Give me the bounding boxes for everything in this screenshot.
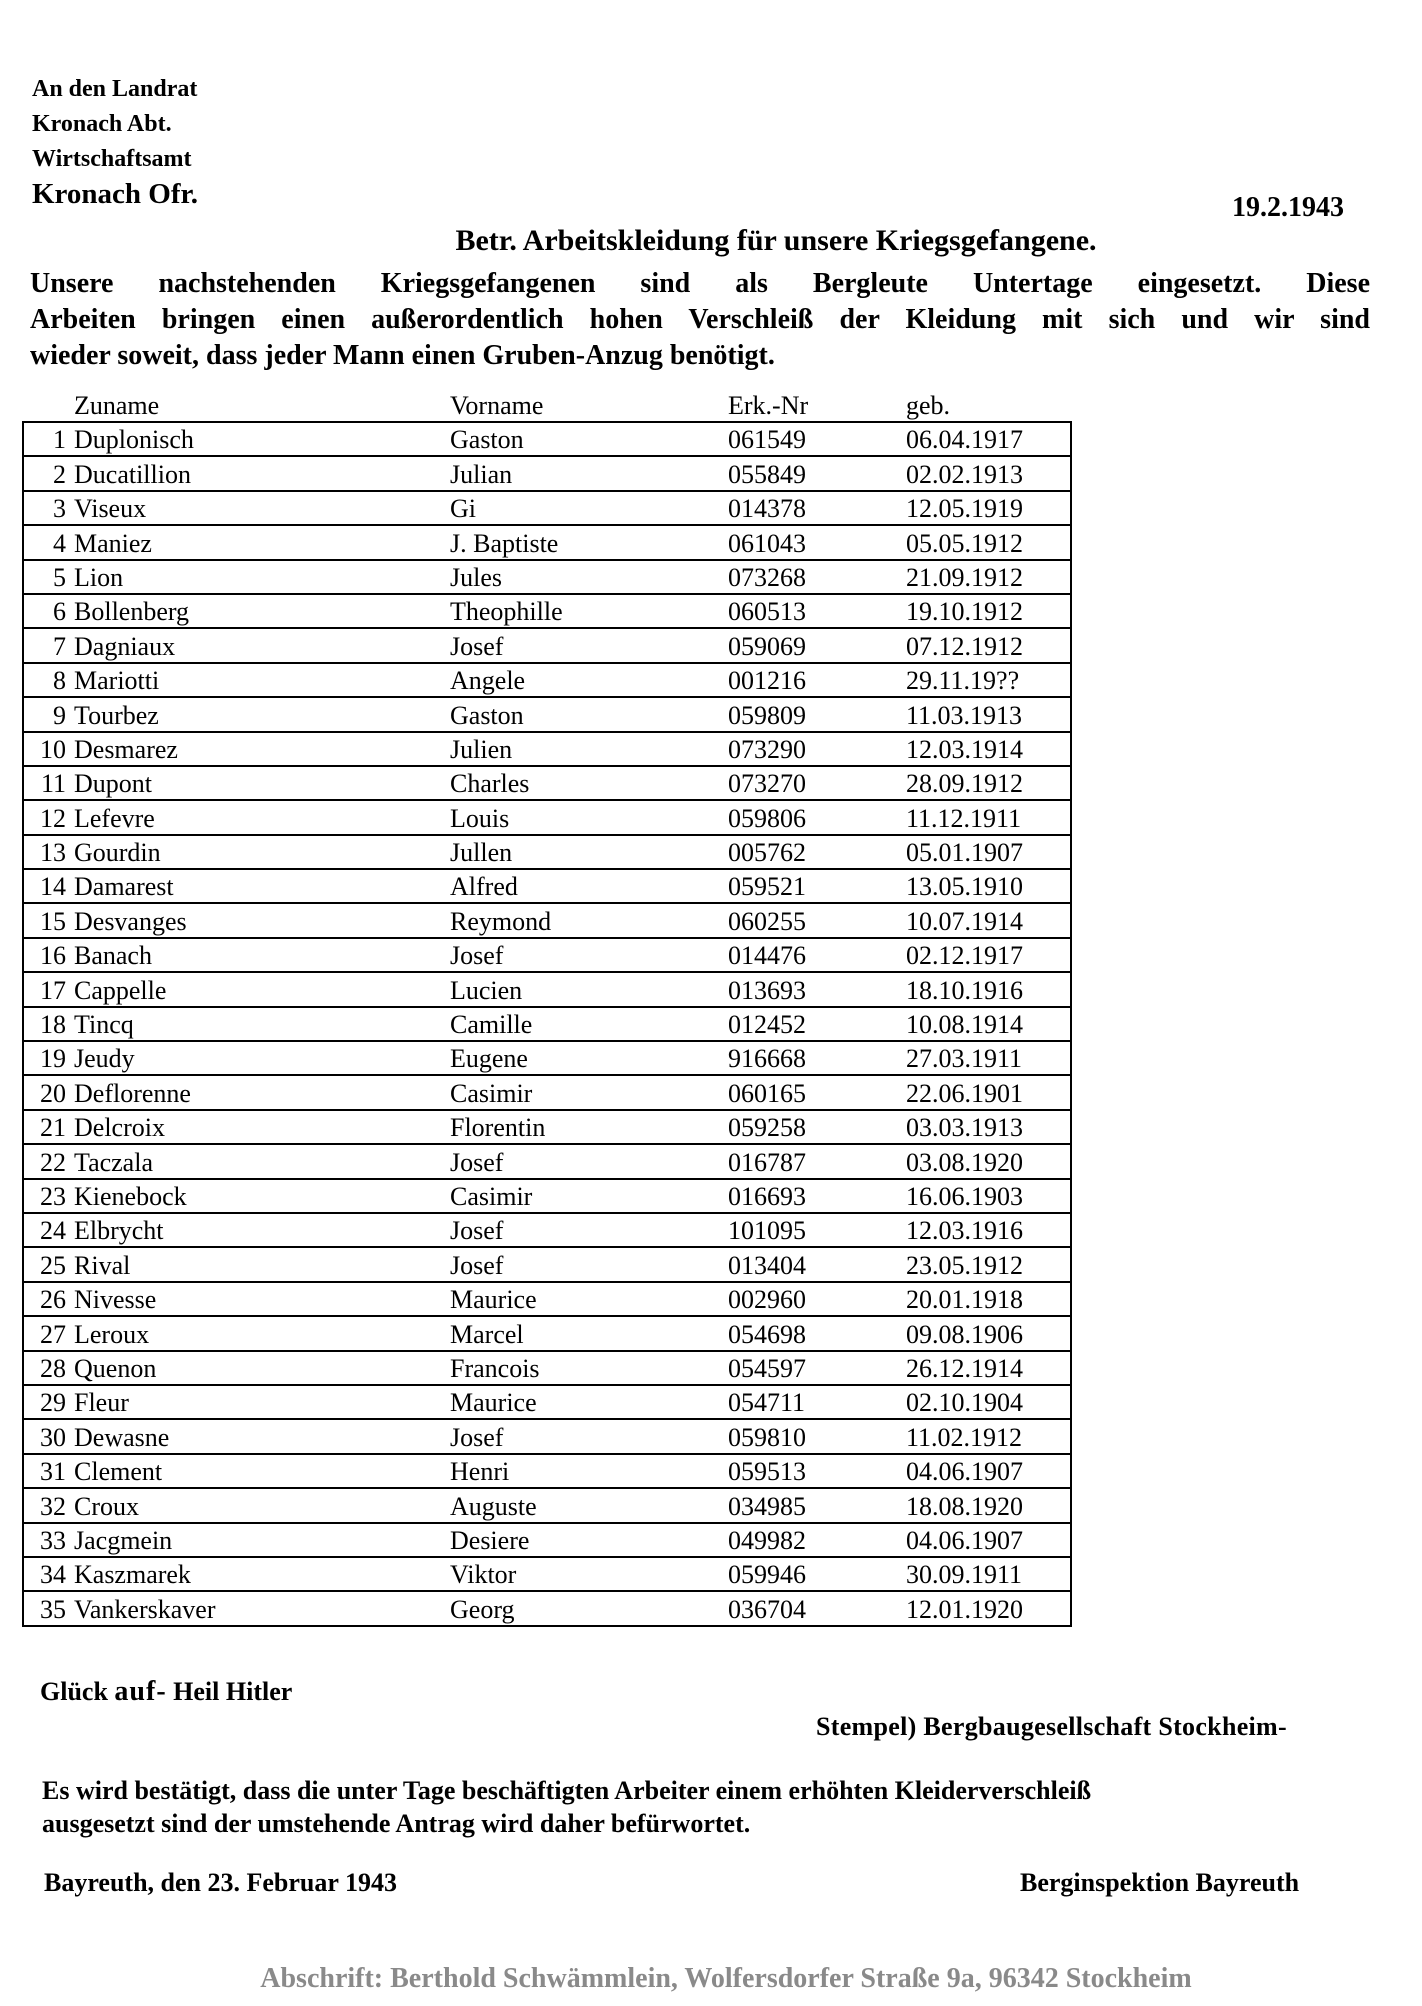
cell-vorname: Alfred: [450, 869, 728, 903]
company-stamp: Stempel) Bergbaugesellschaft Stockheim-: [816, 1712, 1287, 1741]
row-number: 32: [23, 1488, 74, 1522]
cell-erk-nr: 002960: [728, 1282, 906, 1316]
table-row: [23, 1282, 1071, 1316]
cell-zuname: Mariotti: [74, 663, 450, 697]
table-row: [23, 869, 1071, 903]
cell-vorname: Gi: [450, 491, 728, 525]
cell-vorname: Gaston: [450, 422, 728, 456]
cell-zuname: Tincq: [74, 1007, 450, 1041]
table-row: [23, 1075, 1071, 1109]
cell-vorname: Theophille: [450, 594, 728, 628]
table-row: [23, 560, 1071, 594]
cell-erk-nr: 013404: [728, 1247, 906, 1281]
cell-zuname: Croux: [74, 1488, 450, 1522]
cell-zuname: Leroux: [74, 1316, 450, 1350]
cell-zuname: Rival: [74, 1247, 450, 1281]
inspection-signature: Berginspektion Bayreuth: [1020, 1868, 1300, 1897]
cell-zuname: Quenon: [74, 1351, 450, 1385]
cell-geb: 02.12.1917: [906, 938, 1071, 972]
table-row: [23, 903, 1071, 937]
cell-zuname: Deflorenne: [74, 1075, 450, 1109]
row-number: 28: [23, 1351, 74, 1385]
header-geb: geb.: [906, 391, 951, 420]
row-number: 35: [23, 1591, 74, 1625]
table-row: [23, 422, 1071, 456]
cell-erk-nr: 059521: [728, 869, 906, 903]
cell-zuname: Cappelle: [74, 972, 450, 1006]
row-number: 16: [23, 938, 74, 972]
greeting: [40, 1676, 292, 1708]
row-number: 20: [23, 1075, 74, 1109]
cell-erk-nr: 101095: [728, 1213, 906, 1247]
greeting-post: Heil Hitler: [173, 1677, 293, 1706]
row-number: 22: [23, 1144, 74, 1178]
table-row: [23, 1419, 1071, 1453]
cell-zuname: Ducatillion: [74, 456, 450, 490]
row-number: 15: [23, 903, 74, 937]
cell-erk-nr: 012452: [728, 1007, 906, 1041]
cell-zuname: Duplonisch: [74, 422, 450, 456]
table-row: [23, 766, 1071, 800]
cell-vorname: Louis: [450, 800, 728, 834]
cell-erk-nr: 059809: [728, 697, 906, 731]
cell-geb: 09.08.1906: [906, 1316, 1071, 1350]
row-number: 18: [23, 1007, 74, 1041]
cell-erk-nr: 016693: [728, 1179, 906, 1213]
cell-erk-nr: 055849: [728, 456, 906, 490]
cell-erk-nr: 054597: [728, 1351, 906, 1385]
table-row: [23, 1041, 1071, 1075]
cell-geb: 16.06.1903: [906, 1179, 1071, 1213]
cell-vorname: Josef: [450, 1213, 728, 1247]
table-row: [23, 1247, 1071, 1281]
cell-vorname: Josef: [450, 1247, 728, 1281]
row-number: 21: [23, 1110, 74, 1144]
cell-vorname: J. Baptiste: [450, 525, 728, 559]
cell-zuname: Elbrycht: [74, 1213, 450, 1247]
cell-geb: 12.03.1914: [906, 732, 1071, 766]
cell-zuname: Fleur: [74, 1385, 450, 1419]
cell-erk-nr: 001216: [728, 663, 906, 697]
cell-zuname: Dupont: [74, 766, 450, 800]
cell-zuname: Viseux: [74, 491, 450, 525]
cell-geb: 22.06.1901: [906, 1075, 1071, 1109]
cell-geb: 18.08.1920: [906, 1488, 1071, 1522]
table-row: [23, 1523, 1071, 1557]
cell-vorname: Maurice: [450, 1385, 728, 1419]
row-number: 3: [23, 491, 74, 525]
subject-line: Betr. Arbeitskleidung für unsere Kriegsgefangene.: [455, 224, 1097, 257]
confirmation-paragraph: [42, 1774, 1322, 1840]
cell-vorname: Georg: [450, 1591, 728, 1625]
cell-geb: 05.05.1912: [906, 525, 1071, 559]
table-row: [23, 456, 1071, 490]
cell-erk-nr: 036704: [728, 1591, 906, 1625]
row-number: 29: [23, 1385, 74, 1419]
cell-zuname: Kienebock: [74, 1179, 450, 1213]
cell-zuname: Delcroix: [74, 1110, 450, 1144]
table-row: [23, 1385, 1071, 1419]
cell-zuname: Nivesse: [74, 1282, 450, 1316]
cell-vorname: Eugene: [450, 1041, 728, 1075]
table-row: [23, 1179, 1071, 1213]
cell-geb: 28.09.1912: [906, 766, 1071, 800]
cell-vorname: Reymond: [450, 903, 728, 937]
confirmation-line: Es wird bestätigt, dass die unter Tage beschäftigten Arbeiter einem erhöhten Kleiderverschleiß: [42, 1776, 1092, 1805]
cell-zuname: Maniez: [74, 525, 450, 559]
table-row: [23, 835, 1071, 869]
cell-geb: 18.10.1916: [906, 972, 1071, 1006]
table-row: [23, 1316, 1071, 1350]
prisoner-table: [22, 388, 1072, 1627]
cell-geb: 13.05.1910: [906, 869, 1071, 903]
cell-erk-nr: 060255: [728, 903, 906, 937]
row-number: 8: [23, 663, 74, 697]
cell-geb: 21.09.1912: [906, 560, 1071, 594]
table-row: [23, 663, 1071, 697]
header-vorname: Vorname: [450, 391, 544, 420]
table-row: [23, 1557, 1071, 1591]
cell-vorname: Jullen: [450, 835, 728, 869]
cell-vorname: Casimir: [450, 1179, 728, 1213]
cell-geb: 06.04.1917: [906, 422, 1071, 456]
row-number: 2: [23, 456, 74, 490]
cell-zuname: Taczala: [74, 1144, 450, 1178]
cell-erk-nr: 059513: [728, 1454, 906, 1488]
header-erk: Erk.-Nr: [728, 391, 809, 420]
cell-zuname: Tourbez: [74, 697, 450, 731]
intro-line: Unsere nachstehenden Kriegsgefangenen sind als Bergleute Untertage eingesetzt. Diese: [30, 268, 1370, 299]
copy-note: Abschrift: Berthold Schwämmlein, Wolfersdorfer Straße 9a, 96342 Stockheim: [260, 1963, 1192, 1994]
cell-vorname: Florentin: [450, 1110, 728, 1144]
cell-vorname: Casimir: [450, 1075, 728, 1109]
row-number: 4: [23, 525, 74, 559]
recipient-address: [32, 72, 198, 212]
cell-zuname: Lefevre: [74, 800, 450, 834]
table-row: [23, 1454, 1071, 1488]
row-number: 7: [23, 628, 74, 662]
address-line: An den Landrat: [32, 76, 198, 102]
cell-erk-nr: 059810: [728, 1419, 906, 1453]
cell-vorname: Josef: [450, 938, 728, 972]
cell-geb: 02.02.1913: [906, 456, 1071, 490]
cell-vorname: Desiere: [450, 1523, 728, 1557]
cell-vorname: Jules: [450, 560, 728, 594]
cell-vorname: Camille: [450, 1007, 728, 1041]
cell-vorname: Lucien: [450, 972, 728, 1006]
cell-vorname: Charles: [450, 766, 728, 800]
table-row: [23, 1591, 1071, 1625]
cell-geb: 03.03.1913: [906, 1110, 1071, 1144]
cell-geb: 20.01.1918: [906, 1282, 1071, 1316]
cell-geb: 04.06.1907: [906, 1523, 1071, 1557]
intro-line: Arbeiten bringen einen außerordentlich hohen Verschleiß der Kleidung mit sich und wir sind: [30, 304, 1370, 335]
address-line: Kronach Abt.: [32, 111, 172, 137]
cell-geb: 26.12.1914: [906, 1351, 1071, 1385]
row-number: 30: [23, 1419, 74, 1453]
table-row: [23, 972, 1071, 1006]
confirmation-line: ausgesetzt sind der umstehende Antrag wird daher befürwortet.: [42, 1809, 751, 1838]
cell-zuname: Damarest: [74, 869, 450, 903]
cell-geb: 02.10.1904: [906, 1385, 1071, 1419]
row-number: 27: [23, 1316, 74, 1350]
table-row: [23, 697, 1071, 731]
cell-zuname: Bollenberg: [74, 594, 450, 628]
cell-erk-nr: 061043: [728, 525, 906, 559]
cell-geb: 04.06.1907: [906, 1454, 1071, 1488]
cell-erk-nr: 061549: [728, 422, 906, 456]
cell-erk-nr: 059069: [728, 628, 906, 662]
cell-geb: 03.08.1920: [906, 1144, 1071, 1178]
cell-vorname: Henri: [450, 1454, 728, 1488]
cell-geb: 30.09.1911: [906, 1557, 1071, 1591]
header-number: [23, 388, 74, 422]
row-number: 31: [23, 1454, 74, 1488]
table-header-row: [23, 388, 1071, 422]
cell-vorname: Francois: [450, 1351, 728, 1385]
cell-zuname: Banach: [74, 938, 450, 972]
row-number: 1: [23, 422, 74, 456]
row-number: 11: [23, 766, 74, 800]
row-number: 25: [23, 1247, 74, 1281]
cell-erk-nr: 014378: [728, 491, 906, 525]
cell-vorname: Maurice: [450, 1282, 728, 1316]
cell-geb: 11.12.1911: [906, 800, 1071, 834]
cell-geb: 05.01.1907: [906, 835, 1071, 869]
cell-geb: 19.10.1912: [906, 594, 1071, 628]
row-number: 24: [23, 1213, 74, 1247]
cell-geb: 12.03.1916: [906, 1213, 1071, 1247]
cell-erk-nr: 005762: [728, 835, 906, 869]
cell-erk-nr: 054711: [728, 1385, 906, 1419]
letter-date: 19.2.1943: [1232, 192, 1344, 223]
table-row: [23, 525, 1071, 559]
cell-zuname: Vankerskaver: [74, 1591, 450, 1625]
row-number: 26: [23, 1282, 74, 1316]
row-number: 17: [23, 972, 74, 1006]
row-number: 33: [23, 1523, 74, 1557]
table-row: [23, 594, 1071, 628]
table-row: [23, 800, 1071, 834]
cell-vorname: Viktor: [450, 1557, 728, 1591]
cell-erk-nr: 060513: [728, 594, 906, 628]
cell-geb: 10.07.1914: [906, 903, 1071, 937]
cell-geb: 11.03.1913: [906, 697, 1071, 731]
cell-geb: 12.01.1920: [906, 1591, 1071, 1625]
cell-geb: 12.05.1919: [906, 491, 1071, 525]
cell-erk-nr: 013693: [728, 972, 906, 1006]
cell-erk-nr: 059946: [728, 1557, 906, 1591]
cell-vorname: Josef: [450, 1419, 728, 1453]
intro-paragraph: [30, 266, 1370, 374]
table-row: [23, 491, 1071, 525]
cell-erk-nr: 016787: [728, 1144, 906, 1178]
cell-vorname: Auguste: [450, 1488, 728, 1522]
cell-vorname: Gaston: [450, 697, 728, 731]
row-number: 19: [23, 1041, 74, 1075]
cell-erk-nr: 059806: [728, 800, 906, 834]
cell-erk-nr: 916668: [728, 1041, 906, 1075]
cell-erk-nr: 073270: [728, 766, 906, 800]
cell-zuname: Desmarez: [74, 732, 450, 766]
greeting-auf: auf-: [114, 1676, 167, 1707]
cell-geb: 07.12.1912: [906, 628, 1071, 662]
table-row: [23, 628, 1071, 662]
row-number: 14: [23, 869, 74, 903]
cell-zuname: Clement: [74, 1454, 450, 1488]
cell-zuname: Jeudy: [74, 1041, 450, 1075]
table-row: [23, 1007, 1071, 1041]
row-number: 13: [23, 835, 74, 869]
cell-vorname: Julian: [450, 456, 728, 490]
row-number: 9: [23, 697, 74, 731]
cell-erk-nr: 059258: [728, 1110, 906, 1144]
cell-geb: 10.08.1914: [906, 1007, 1071, 1041]
table-body: [23, 422, 1071, 1626]
table-row: [23, 1488, 1071, 1522]
cell-geb: 29.11.19??: [906, 663, 1071, 697]
cell-zuname: Lion: [74, 560, 450, 594]
intro-line: wieder soweit, dass jeder Mann einen Gruben-Anzug benötigt.: [30, 340, 775, 371]
cell-erk-nr: 073290: [728, 732, 906, 766]
cell-zuname: Kaszmarek: [74, 1557, 450, 1591]
cell-vorname: Josef: [450, 628, 728, 662]
address-line: Wirtschaftsamt: [32, 146, 192, 172]
cell-vorname: Josef: [450, 1144, 728, 1178]
cell-erk-nr: 034985: [728, 1488, 906, 1522]
cell-erk-nr: 054698: [728, 1316, 906, 1350]
cell-geb: 11.02.1912: [906, 1419, 1071, 1453]
row-number: 34: [23, 1557, 74, 1591]
address-line: Kronach Ofr.: [32, 178, 198, 210]
table-row: [23, 1110, 1071, 1144]
row-number: 5: [23, 560, 74, 594]
greeting-pre: Glück: [40, 1677, 108, 1706]
header-zuname: Zuname: [74, 391, 160, 420]
table-row: [23, 732, 1071, 766]
cell-erk-nr: 060165: [728, 1075, 906, 1109]
table-row: [23, 1213, 1071, 1247]
cell-vorname: Marcel: [450, 1316, 728, 1350]
cell-zuname: Gourdin: [74, 835, 450, 869]
cell-erk-nr: 014476: [728, 938, 906, 972]
cell-vorname: Julien: [450, 732, 728, 766]
cell-geb: 27.03.1911: [906, 1041, 1071, 1075]
row-number: 12: [23, 800, 74, 834]
table-row: [23, 938, 1071, 972]
cell-zuname: Desvanges: [74, 903, 450, 937]
cell-zuname: Dewasne: [74, 1419, 450, 1453]
row-number: 23: [23, 1179, 74, 1213]
cell-erk-nr: 073268: [728, 560, 906, 594]
cell-zuname: Dagniaux: [74, 628, 450, 662]
row-number: 10: [23, 732, 74, 766]
cell-zuname: Jacgmein: [74, 1523, 450, 1557]
cell-vorname: Angele: [450, 663, 728, 697]
table-row: [23, 1144, 1071, 1178]
cell-erk-nr: 049982: [728, 1523, 906, 1557]
cell-geb: 23.05.1912: [906, 1247, 1071, 1281]
table-row: [23, 1351, 1071, 1385]
place-date: Bayreuth, den 23. Februar 1943: [44, 1868, 397, 1897]
row-number: 6: [23, 594, 74, 628]
